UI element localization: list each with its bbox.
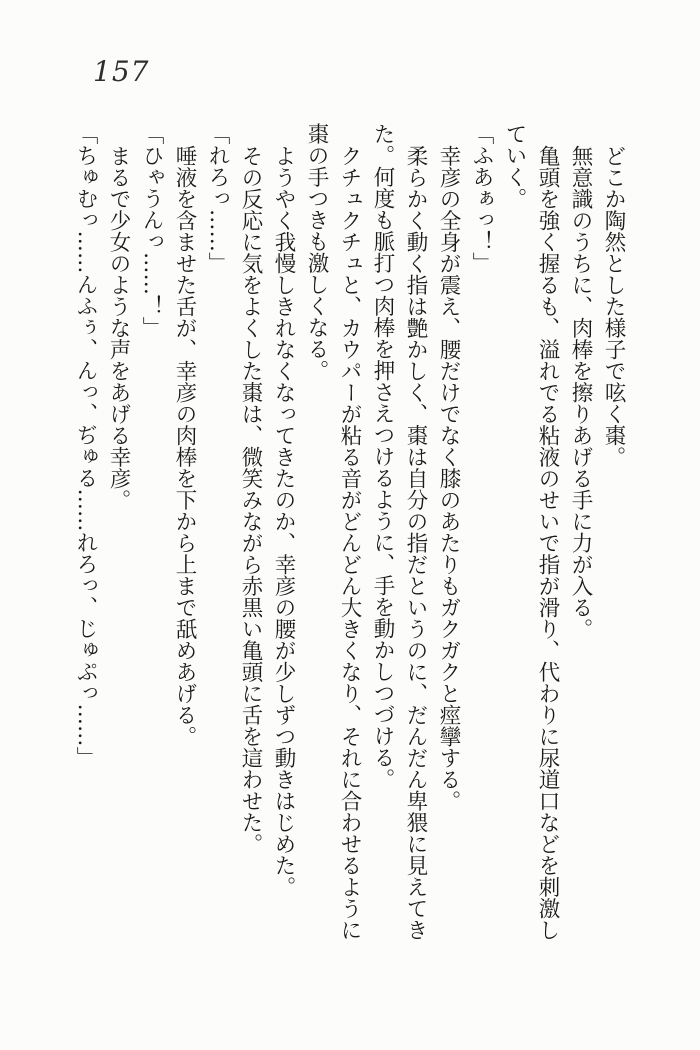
paragraph: 「れろっ……」 [205, 123, 230, 274]
paragraph: まるで少女のような声をあげる幸彦。 [106, 144, 131, 510]
paragraph: クチュクチュと、カウパーが粘る音がどんどん大きくなり、それに合わせるように棗の手つきも激しくなる。 [304, 123, 362, 940]
paragraph: その反応に気をよくした棗は、微笑みながら赤黒い亀頭に舌を這わせた。 [238, 144, 263, 854]
vertical-text-block [69, 123, 630, 943]
paragraph: 無意識のうちに、肉棒を擦りあげる手に力が入る。 [568, 144, 593, 639]
paragraph: 柔らかく動く指は艶かしく、棗は自分の指だというのに、だんだん卑猥に見えてきた。何度も脈打つ肉棒を押さえつけるように、手を動かしつづける。 [370, 123, 428, 940]
paragraph: 幸彦の全身が震え、腰だけでなく膝のあたりもガクガクと痙攣する。 [436, 144, 461, 811]
paragraph: 唾液を含ませた舌が、幸彦の肉棒を下から上まで舐めあげる。 [172, 144, 197, 747]
page-number: 157 [93, 55, 150, 88]
paragraph: 「ふあぁっ！」 [469, 123, 494, 274]
paragraph: 亀頭を強く握るも、溢れでる粘液のせいで指が滑り、代わりに尿道口などを刺激していく。 [502, 123, 560, 940]
paragraph: 「ひゃうんっ……！」 [139, 123, 164, 338]
paragraph: ようやく我慢しきれなくなってきたのか、幸彦の腰が少しずつ動きはじめた。 [271, 144, 296, 897]
paragraph: どこか陶然とした様子で呟く棗。 [601, 144, 626, 467]
paragraph: 「ちゅむっ……んふぅ、んっ、ぢゅる……れろっ、じゅぷっ……」 [73, 123, 98, 768]
